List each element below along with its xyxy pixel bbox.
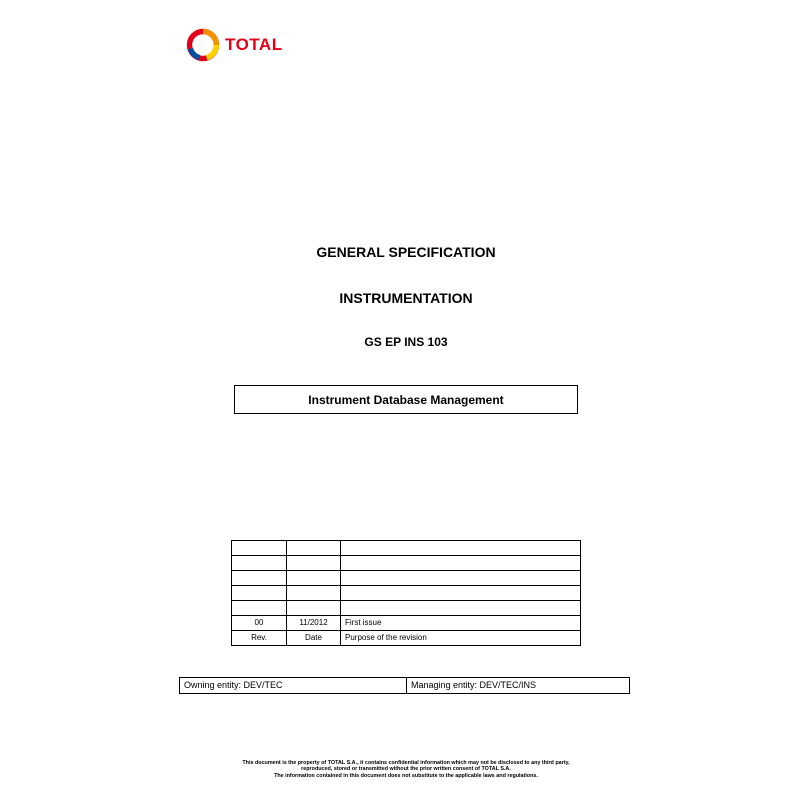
revision-row [232,616,581,631]
entity-table [179,677,630,694]
confidentiality-footer [0,760,800,779]
owning-entity: Owning entity: DEV/TEC [180,678,407,694]
revision-date-cell: Date [287,631,341,646]
revision-number-cell: Rev. [232,631,287,646]
revision-purpose-cell [341,556,581,571]
footer-line: This document is the property of TOTAL S.A., it contains confidential information which may not be disclosed to any third party, [242,760,570,766]
footer-line: reproduced, stored or transmitted without the prior written consent of TOTAL S.A. [301,766,511,773]
revision-purpose-cell: First issue [341,616,581,631]
document-code: GS EP INS 103 [364,335,448,349]
document-type-heading: GENERAL SPECIFICATION [316,244,496,260]
revision-date-cell [287,571,341,586]
logo-text: TOTAL [225,35,283,54]
total-logo-icon [185,27,221,63]
revision-row [232,541,581,556]
revision-row [232,601,581,616]
revision-number-cell [232,556,287,571]
revision-date-cell [287,586,341,601]
revision-table-body [232,541,581,646]
total-logo [185,27,305,63]
revision-purpose-cell [341,541,581,556]
revision-date-cell [287,541,341,556]
revision-number-cell [232,571,287,586]
revision-row [232,556,581,571]
revision-table [231,540,581,646]
revision-number-cell: 00 [232,616,287,631]
revision-row [232,631,581,646]
revision-number-cell [232,586,287,601]
discipline-heading: INSTRUMENTATION [339,290,473,306]
document-title-box [234,385,578,414]
revision-date-cell: 11/2012 [287,616,341,631]
document-title: Instrument Database Management [308,392,504,407]
revision-date-cell [287,601,341,616]
revision-number-cell [232,601,287,616]
revision-row [232,571,581,586]
entity-row [180,678,630,694]
revision-purpose-cell: Purpose of the revision [341,631,581,646]
footer-line: The information contained in this document does not substitute to the applicable laws and regulations. [274,772,538,779]
revision-row [232,586,581,601]
revision-number-cell [232,541,287,556]
managing-entity: Managing entity: DEV/TEC/INS [407,678,630,694]
revision-date-cell [287,556,341,571]
revision-purpose-cell [341,586,581,601]
revision-purpose-cell [341,601,581,616]
revision-purpose-cell [341,571,581,586]
